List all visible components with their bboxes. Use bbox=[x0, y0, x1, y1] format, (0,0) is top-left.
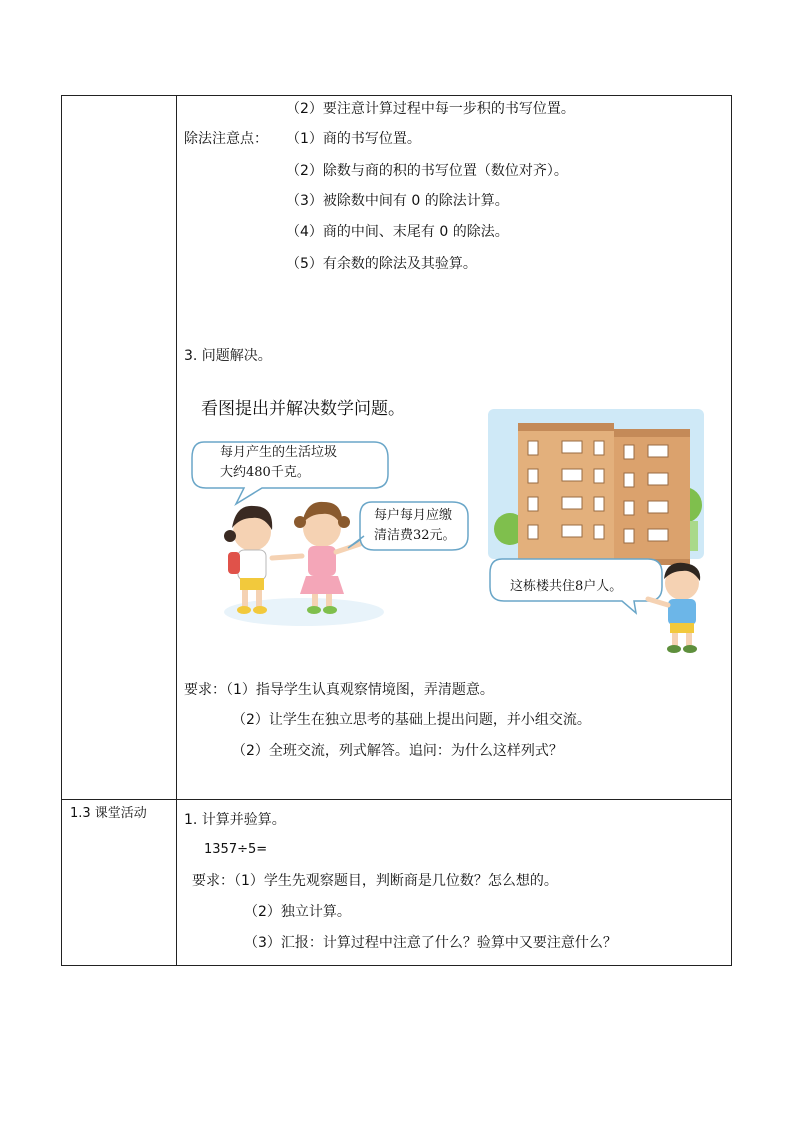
girl-left-figure bbox=[224, 506, 272, 614]
activity-requirement-3: （3）汇报：计算过程中注意了什么？验算中又要注意什么？ bbox=[244, 935, 617, 951]
bubble1-line1: 每月产生的生活垃圾 bbox=[220, 445, 338, 460]
requirement-2: （2）让学生在独立思考的基础上提出问题，并小组交流。 bbox=[232, 712, 591, 728]
lesson-table bbox=[61, 95, 732, 966]
bubble2-line1: 每户每月应缴 bbox=[374, 508, 453, 523]
division-expression: 1357÷5= bbox=[204, 842, 268, 857]
row-divider bbox=[62, 799, 731, 800]
activity-requirement-2: （2）独立计算。 bbox=[244, 904, 351, 920]
div-item-4: （4）商的中间、末尾有 0 的除法。 bbox=[286, 224, 509, 240]
division-label: 除法注意点： bbox=[184, 131, 268, 147]
mult-note-2: （2）要注意计算过程中每一步积的书写位置。 bbox=[286, 101, 575, 117]
illustration-title: 看图提出并解决数学问题。 bbox=[201, 399, 405, 419]
bubble2-line2: 清洁费32元。 bbox=[374, 528, 456, 543]
row2-label: 1.3 课堂活动 bbox=[70, 806, 147, 821]
bubble1-line2: 大约480千克。 bbox=[220, 465, 310, 480]
requirement-3: （2）全班交流，列式解答。追问：为什么这样列式？ bbox=[232, 743, 563, 759]
div-item-1: （1）商的书写位置。 bbox=[286, 131, 421, 147]
requirement-1: 要求：（1）指导学生认真观察情境图，弄清题意。 bbox=[184, 682, 494, 698]
div-item-2: （2）除数与商的积的书写位置（数位对齐）。 bbox=[286, 163, 568, 179]
column-divider bbox=[176, 96, 177, 965]
bubble3-text: 这栋楼共住8户人。 bbox=[510, 579, 623, 594]
div-item-5: （5）有余数的除法及其验算。 bbox=[286, 256, 477, 272]
activity-requirement-1: 要求：（1）学生先观察题目，判断商是几位数？怎么想的。 bbox=[192, 873, 558, 889]
section-3-heading: 3. 问题解决。 bbox=[184, 348, 272, 364]
girl-right-figure bbox=[272, 502, 360, 614]
building-illustration bbox=[488, 409, 708, 659]
div-item-3: （3）被除数中间有 0 的除法计算。 bbox=[286, 193, 509, 209]
apartment-building bbox=[518, 423, 690, 565]
activity-item-1: 1. 计算并验算。 bbox=[184, 812, 286, 828]
